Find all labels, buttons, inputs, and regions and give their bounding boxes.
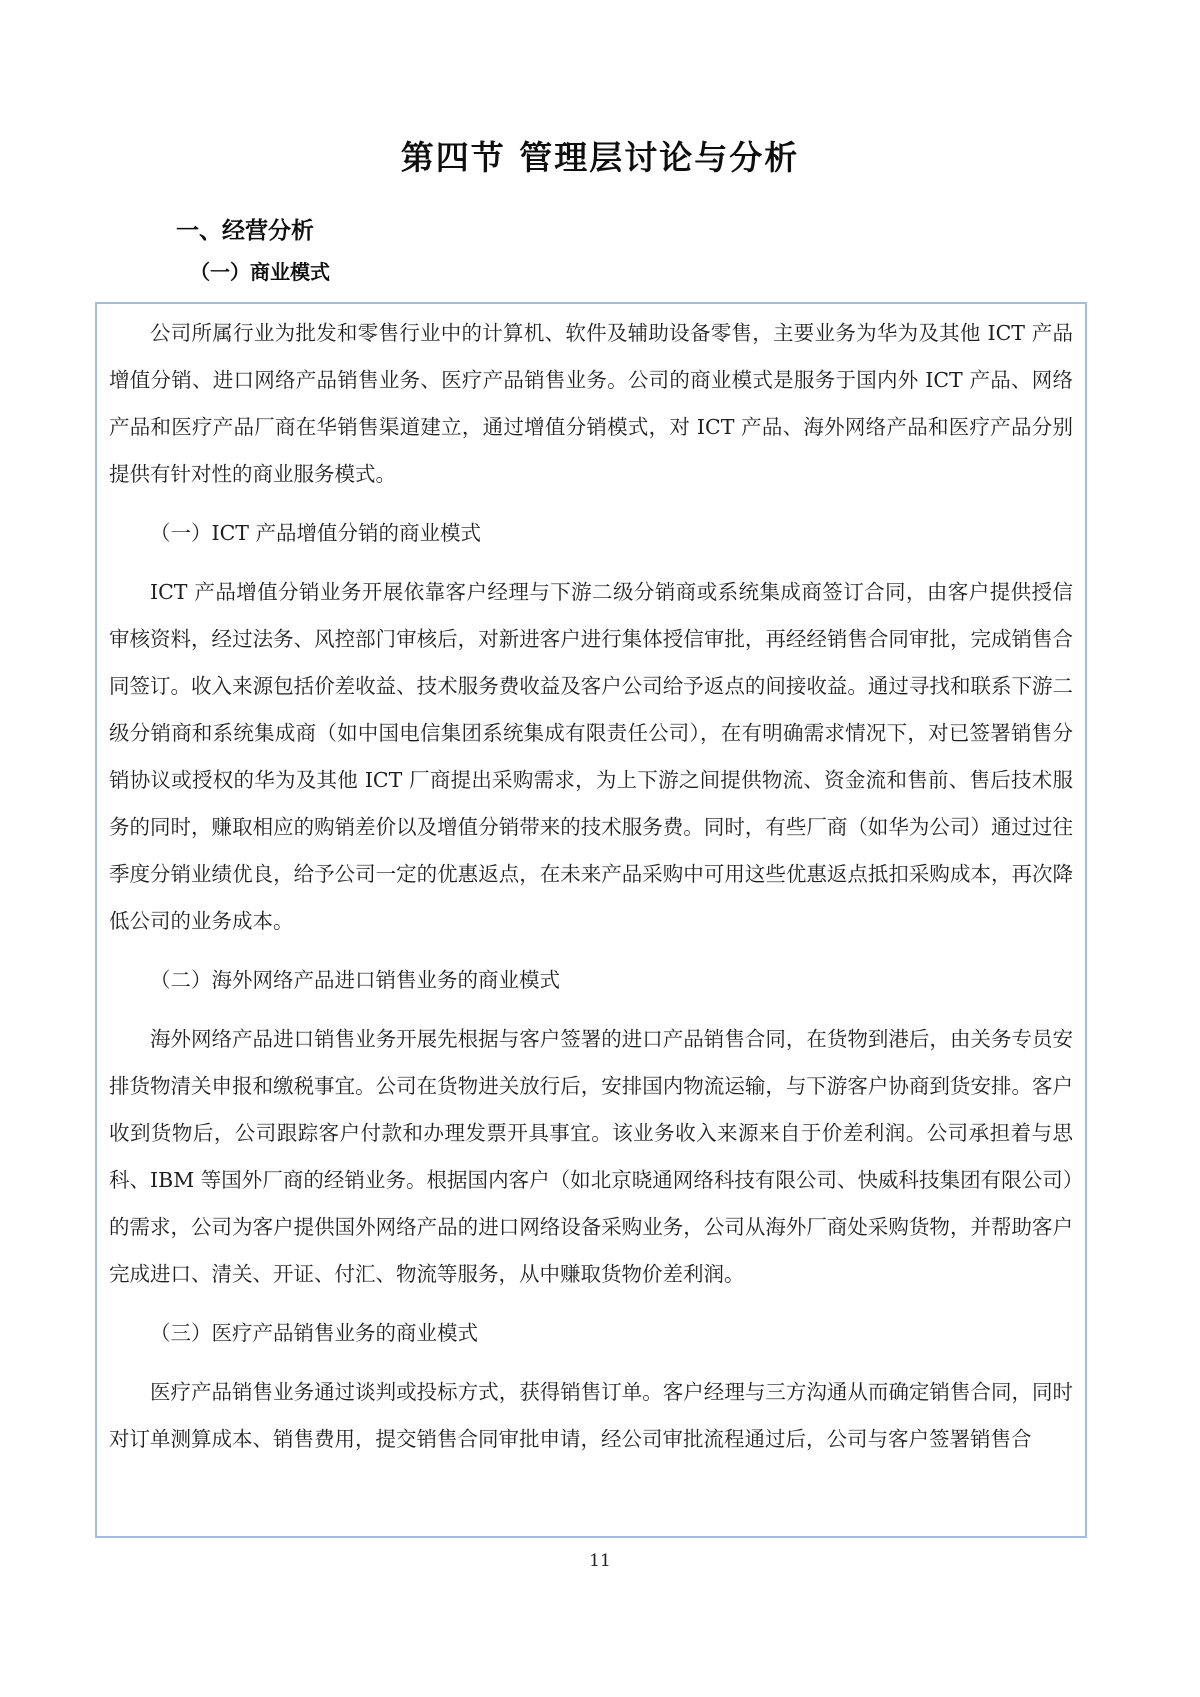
subsection-heading: （一）商业模式 [190,260,330,284]
section-heading: 一、经营分析 [176,218,314,244]
inline-subheading: （一）ICT 产品增值分销的商业模式 [150,521,481,545]
paragraph: 医疗产品销售业务通过谈判或投标方式，获得销售订单。客户经理与三方沟通从而确定销售合同，同时对订单测算成本、销售费用，提交销售合同审批申请，经公司审批流程通过后，公司与客户签署销售合 [109,1380,1073,1451]
content-box [95,302,1087,1538]
paragraph: 海外网络产品进口销售业务开展先根据与客户签署的进口产品销售合同，在货物到港后，由关务专员安排货物清关申报和缴税事宜。公司在货物进关放行后，安排国内物流运输，与下游客户协商到货安排。客户收到货物后，公司跟踪客户付款和办理发票开具事宜。该业务收入来源来自于价差利润。公司承担着与思科、IBM 等国外厂商的经销业务。根据国内客户（如北京晓通网络科技有限公司、快威科技集团有限公司）的需求，公司为客户提供国外网络产品的进口网络设备采购业务，公司从海外厂商处采购货物，并帮助客户完成进口、清关、开证、付汇、物流等服务，从中赚取货物价差利润。 [109,1027,1073,1286]
inline-subheading: （二）海外网络产品进口销售业务的商业模式 [150,968,560,992]
page-number: 11 [589,1551,611,1571]
inline-subheading: （三）医疗产品销售业务的商业模式 [150,1321,478,1345]
paragraph: ICT 产品增值分销业务开展依靠客户经理与下游二级分销商或系统集成商签订合同，由客户提供授信审核资料，经过法务、风控部门审核后，对新进客户进行集体授信审批，再经经销售合同审批，完成销售合同签订。收入来源包括价差收益、技术服务费收益及客户公司给予返点的间接收益。通过寻找和联系下游二级分销商和系统集成商（如中国电信集团系统集成有限责任公司），在有明确需求情况下，对已签署销售分销协议或授权的华为及其他 ICT 厂商提出采购需求，为上下游之间提供物流、资金流和售前、售后技术服务的同时，赚取相应的购销差价以及增值分销带来的技术服务费。同时，有些厂商（如华为公司）通过过往季度分销业绩优良，给予公司一定的优惠返点，在未来产品采购中可用这些优惠返点抵扣采购成本，再次降低公司的业务成本。 [109,580,1073,933]
page-title: 第四节 管理层讨论与分析 [400,138,800,177]
paragraph: 公司所属行业为批发和零售行业中的计算机、软件及辅助设备零售，主要业务为华为及其他 ICT 产品增值分销、进口网络产品销售业务、医疗产品销售业务。公司的商业模式是服务于国内外 ICT 产品、网络产品和医疗产品厂商在华销售渠道建立，通过增值分销模式，对 ICT 产品、海外网络产品和医疗产品分别提供有针对性的商业服务模式。 [109,321,1073,486]
